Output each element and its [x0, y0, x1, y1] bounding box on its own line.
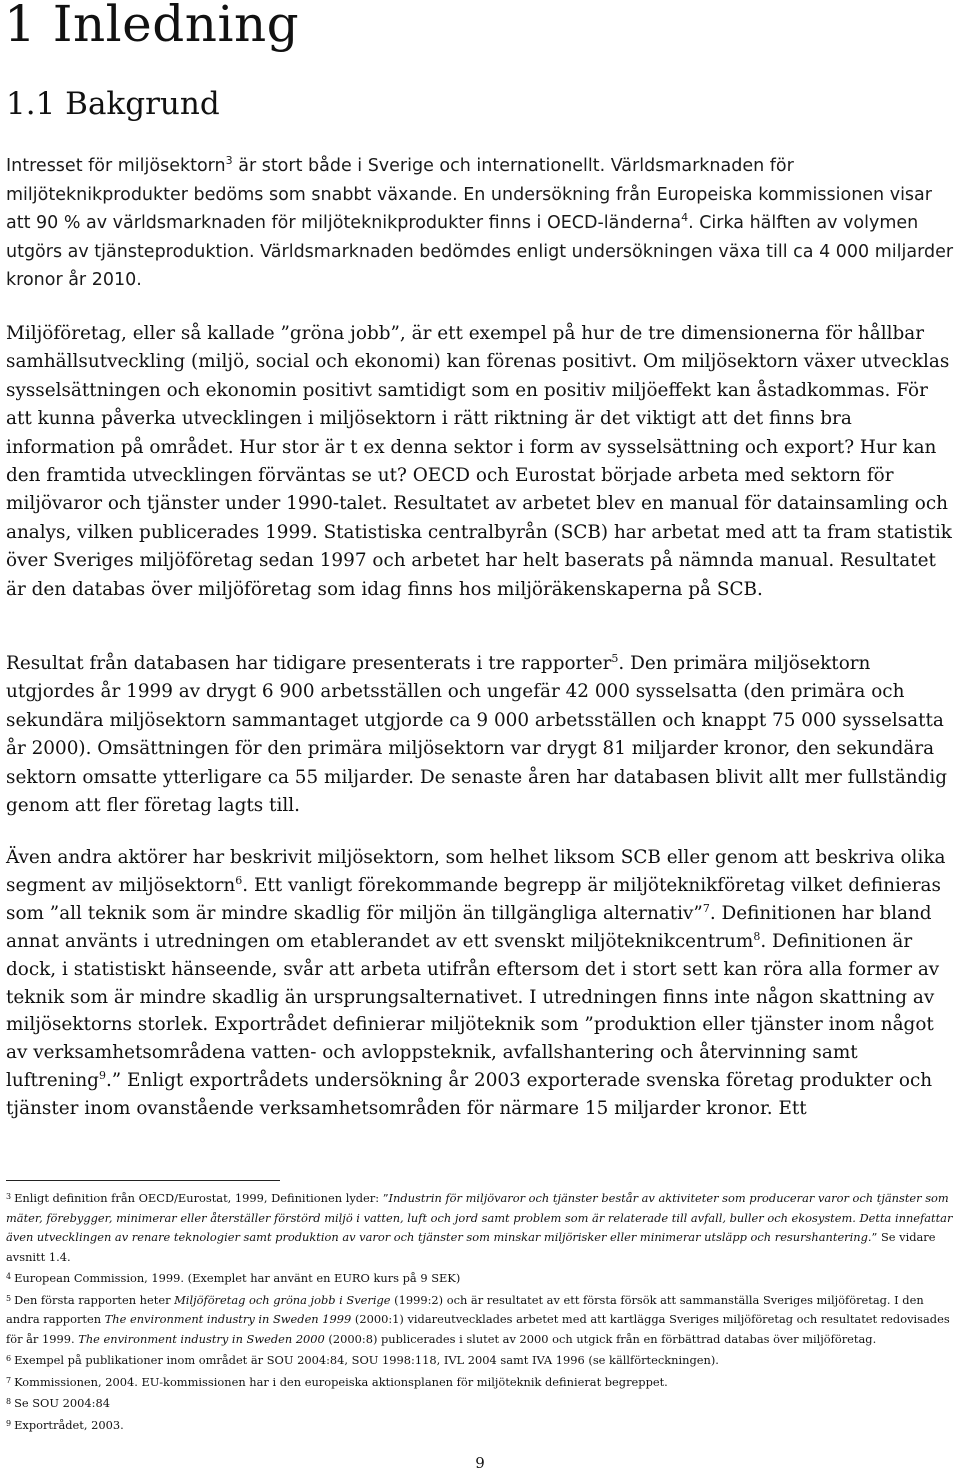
report-title: The environment industry in Sweden 1999	[104, 1312, 352, 1326]
footnote-ref-5[interactable]: 5	[611, 652, 619, 665]
footnote-text: Kommissionen, 2004. EU-kommissionen har i den europeiska aktionsplanen för miljöteknik definierat begreppet.	[14, 1374, 668, 1389]
footnote-number: 8	[6, 1397, 12, 1406]
paragraph-1	[6, 152, 956, 295]
chapter-title: Inledning	[52, 0, 300, 53]
footnote-3	[6, 1187, 954, 1267]
footnote-number: 9	[6, 1418, 12, 1428]
report-title: Miljöföretag och gröna jobb i Sverige	[174, 1292, 391, 1307]
footnote-text: Se SOU 2004:84	[14, 1396, 110, 1410]
footnote-4	[6, 1267, 954, 1289]
paragraph-text: Miljöföretag, eller så kallade ”gröna jobb”, är ett exempel på hur de tre dimensionerna för hållbar samhällsutveckling (miljö, social och ekonomi) kan förenas positivt. Om miljösektorn växer utvecklas sysselsättningen och ekonomin positivt samtidigt som en positiv miljöeffekt kan åstadkommas. För att kunna påverka utvecklingen i miljösektorn i rätt riktning är det viktigt att det finns bra information på området. Hur stor är t ex denna sektor i form av sysselsättning och export? Hur kan den framtida utvecklingen förväntas se ut? OECD och Eurostat började arbeta med sektorn för miljövaror och tjänster under 1990-talet. Resultatet av arbetet blev en manual för datainsamling och analys, vilken publicerades 1999. Statistiska centralbyrån (SCB) har arbetat med att ta fram statistik över Sveriges miljöföretag sedan 1997 och arbetet har helt baserats på nämnda manual. Resultatet är den databas över miljöföretag som idag finns hos miljöräkenskaperna på SCB.	[6, 323, 952, 600]
footnote-divider	[6, 1180, 280, 1181]
footnote-text: (1999:2) och är resultatet av ett första försök att sammanställa Sveriges miljöföretag. I den andra rapporten	[6, 1292, 924, 1326]
paragraph-text: . Definitionen har bland annat använts i utredningen om etablerandet av ett svenskt miljöteknikcentrum	[6, 902, 932, 952]
section-heading	[6, 84, 220, 124]
chapter-number: 1	[4, 0, 37, 53]
paragraph-text: .” Enligt exportrådets undersökning år 2003 exporterade svenska företag produkter och tjänster inom ovanstående verksamhetsområden för närmare 15 miljarder kronor. Ett	[6, 1070, 933, 1120]
footnote-ref-4[interactable]: 4	[681, 211, 689, 224]
paragraph-text: Intresset för miljösektorn	[6, 156, 226, 176]
footnote-text: Exempel på publikationer inom området är SOU 2004:84, SOU 1998:118, IVL 2004 samt IVA 1996 (se källförteckningen).	[14, 1353, 719, 1367]
paragraph-3	[6, 650, 956, 820]
paragraph-text: är stort både i Sverige och internationellt. Världsmarknaden för miljöteknikprodukter bedöms som snabbt växande. En undersökning från Europeiska kommissionen visar att 90 % av världsmarknaden för miljöteknikprodukter finns i OECD-länderna	[6, 156, 932, 233]
footnote-number: 3	[6, 1192, 12, 1201]
footnote-number: 6	[6, 1354, 12, 1363]
footnotes	[6, 1187, 954, 1435]
report-title: The environment industry in Sweden 2000	[78, 1331, 325, 1346]
footnote-ref-6[interactable]: 6	[235, 873, 243, 887]
footnote-text: ” Se vidare avsnitt 1.4.	[6, 1230, 936, 1264]
footnote-text: (2000:8) publicerades i slutet av 2000 och utgick från en förbättrad databas över miljöföretag.	[324, 1331, 877, 1346]
footnote-6	[6, 1349, 954, 1371]
section-title: Bakgrund	[65, 86, 220, 122]
footnote-number: 5	[6, 1293, 12, 1303]
paragraph-text: Även andra aktörer har beskrivit miljösektorn, som helhet liksom SCB eller genom att beskriva olika segment av miljösektorn	[6, 847, 946, 896]
paragraph-text: . Den primära miljösektorn utgjordes år 1999 av drygt 6 900 arbetsställen och ungefär 42 000 sysselsatta (den primära och sekundära miljösektorn sammantaget utgjorde ca 9 000 arbetsställen och knappt 75 000 sysselsatta år 2000). Omsättningen för den primära miljösektorn var drygt 81 miljarder kronor, den sekundära sektorn omsatte ytterligare ca 55 miljarder. De senaste åren har databasen blivit allt mer fullständig genom att fler företag lagts till.	[6, 653, 948, 817]
paragraph-text: . Cirka hälften av volymen utgörs av tjänsteproduktion. Världsmarknaden bedömdes enligt undersökningen växa till ca 4 000 miljarder kronor år 2010.	[6, 213, 954, 290]
footnote-text: Den första rapporten heter	[14, 1292, 175, 1307]
footnote-7	[6, 1371, 954, 1393]
footnote-ref-7[interactable]: 7	[702, 901, 710, 915]
footnote-5	[6, 1289, 954, 1350]
page-number: 9	[475, 1454, 485, 1472]
paragraph-text: Resultat från databasen har tidigare presenterats i tre rapporter	[6, 653, 612, 674]
paragraph-2	[6, 320, 956, 604]
footnote-number: 7	[6, 1375, 12, 1385]
footnote-number: 4	[6, 1272, 12, 1281]
paragraph-text: . Ett vanligt förekommande begrepp är miljöteknikföretag vilket definieras som ”all teknik som är mindre skadlig för miljön än tillgängliga alternativ”	[6, 874, 941, 924]
footnote-8	[6, 1392, 954, 1414]
footnote-9	[6, 1414, 954, 1436]
footnote-text: Exportrådet, 2003.	[14, 1417, 124, 1432]
footnote-ref-9[interactable]: 9	[98, 1069, 106, 1083]
paragraph-text: . Definitionen är dock, i statistiskt hänseende, svår att arbeta utifrån eftersom det i stort sett kan röra alla former av teknik som är mindre skadlig än ursprungsalternativet. I utredningen finns inte någon skattning av miljösektorns storlek. Exportrådet definierar miljöteknik som ”produktion eller tjänster inom något av verksamhetsområdena vatten- och avloppsteknik, avfallshantering och återvinning samt luftrening	[6, 930, 940, 1092]
footnote-ref-3[interactable]: 3	[225, 154, 233, 167]
footnote-text: (2000:1) vidareutvecklades arbetet med att kartlägga Sveriges miljöföretag och resultatet redovisades för år 1999.	[6, 1312, 950, 1346]
paragraph-4	[6, 844, 956, 1123]
footnote-quote: Industrin för miljövaror och tjänster består av aktiviteter som producerar varor och tjänster som mäter, förebygger, minimerar eller återställer förstörd miljö i vatten, luft och jord samt problem som är relaterade till avfall, buller och ekosystem. Detta innefattar även utvecklingen av renare teknologier samt produktion av varor och tjänster som minskar miljörisker eller minimerar utsläpp och resurshantering.	[6, 1191, 953, 1244]
footnote-ref-8[interactable]: 8	[753, 929, 761, 943]
footnote-text: Enligt definition från OECD/Eurostat, 1999, Definitionen lyder: ”	[14, 1191, 389, 1205]
section-number: 1.1	[6, 86, 56, 122]
chapter-heading	[4, 0, 299, 56]
footnote-text: European Commission, 1999. (Exemplet har använt en EURO kurs på 9 SEK)	[14, 1271, 461, 1285]
